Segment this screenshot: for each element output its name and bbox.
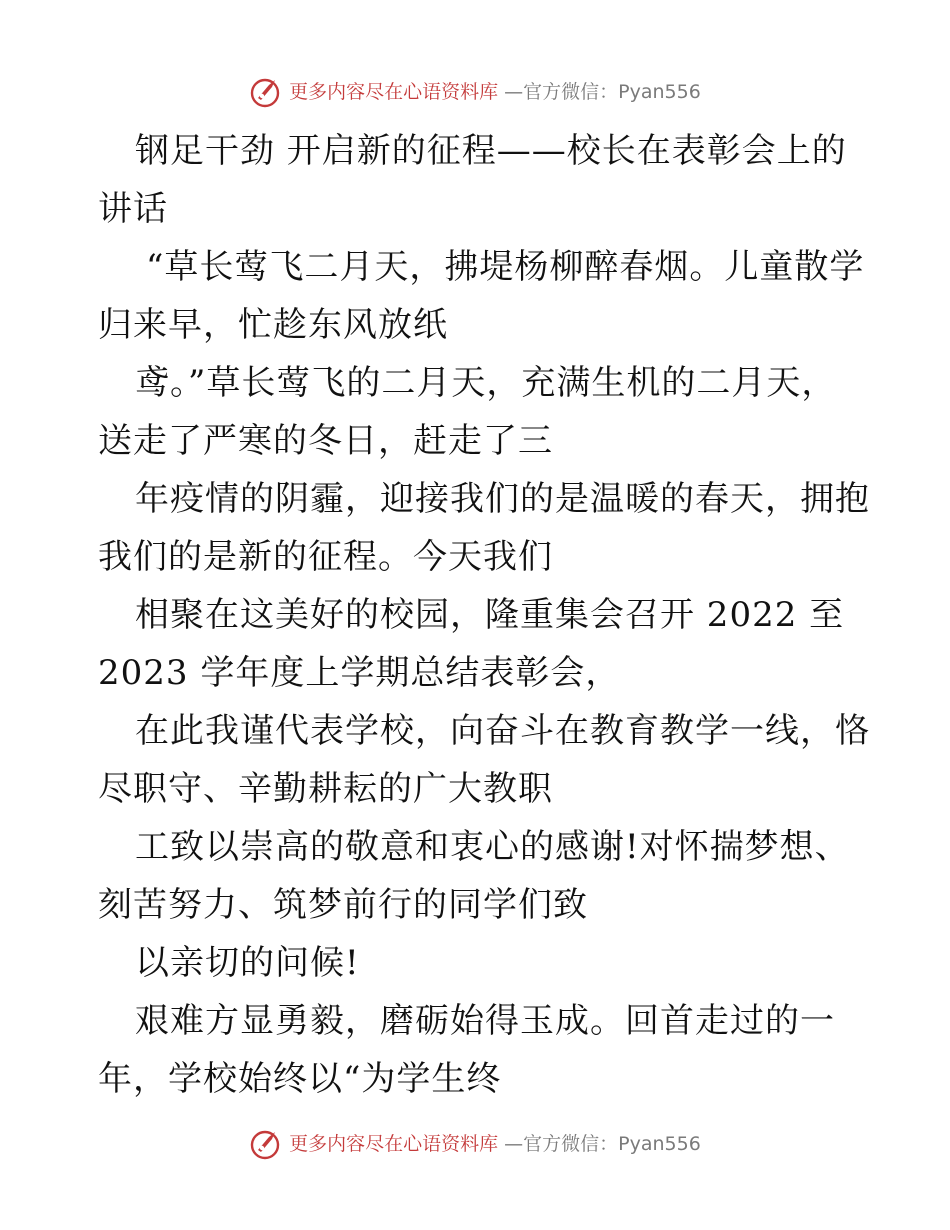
paragraph-line: 归来早，忙趁东风放纸 xyxy=(98,305,448,345)
paragraph-line: 尽职守、辛勤耕耘的广大教职 xyxy=(98,769,553,809)
paragraph-line: 送走了严寒的冬日，赶走了三 xyxy=(98,421,553,461)
pen-nib-circle-icon xyxy=(249,76,283,108)
watermark-text-tail: —官方微信：Pyan556 xyxy=(504,1133,701,1155)
paragraph-line: 工致以崇高的敬意和衷心的感谢!对怀揣梦想、 xyxy=(135,827,850,867)
watermark-text-main: 更多内容尽在心语资料库 xyxy=(289,81,499,103)
paragraph-line: 2023 学年度上学期总结表彰会， xyxy=(98,653,621,693)
watermark-text-main: 更多内容尽在心语资料库 xyxy=(289,1133,499,1155)
pen-nib-circle-icon xyxy=(249,1128,283,1160)
paragraph-line: 我们的是新的征程。今天我们 xyxy=(98,537,553,577)
paragraph-line: 在此我谨代表学校，向奋斗在教育教学一线，恪 xyxy=(135,711,870,751)
paragraph-line: 刻苦努力、筑梦前行的同学们致 xyxy=(98,885,588,925)
watermark-text-tail: —官方微信：Pyan556 xyxy=(504,81,701,103)
paragraph-line: 相聚在这美好的校园，隆重集会召开 2022 至 xyxy=(135,595,845,635)
paragraph-line: 年，学校始终以“为学生终 xyxy=(98,1059,502,1099)
paragraph-line: 以亲切的问候! xyxy=(135,943,360,983)
paragraph-line: 年疫情的阴霾，迎接我们的是温暖的春天，拥抱 xyxy=(135,479,870,519)
paragraph-line: “草长莺飞二月天，拂堤杨柳醉春烟。儿童散学 xyxy=(146,247,865,287)
doc-title-line: 钢足干劲 开启新的征程——校长在表彰会上的 xyxy=(135,131,847,171)
paragraph-line: 鸢。”草长莺飞的二月天，充满生机的二月天， xyxy=(135,363,837,403)
paragraph-line: 艰难方显勇毅，磨砺始得玉成。回首走过的一 xyxy=(135,1001,835,1041)
watermark-header xyxy=(0,76,950,108)
watermark-footer xyxy=(0,1128,950,1160)
document-body xyxy=(98,122,870,1108)
doc-title-line-cont: 讲话 xyxy=(98,189,168,229)
